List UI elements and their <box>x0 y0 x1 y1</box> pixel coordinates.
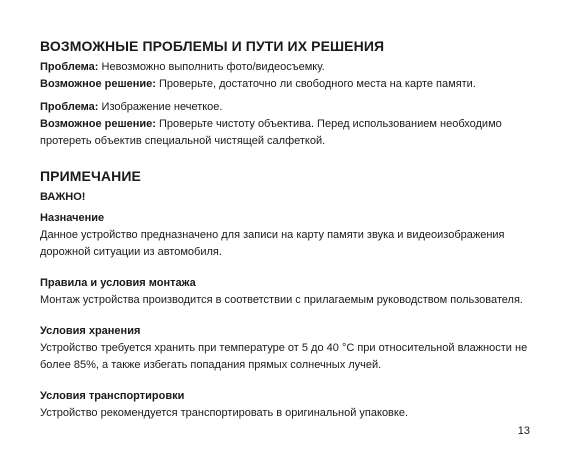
important-label: ВАЖНО! <box>40 191 86 203</box>
section-heading-storage: Условия хранения <box>40 325 141 337</box>
section-text-installation: Монтаж устройства производится в соответствии с прилагаемым руководством пользователя. <box>40 294 523 306</box>
troubleshooting-title: ВОЗМОЖНЫЕ ПРОБЛЕМЫ И ПУТИ ИХ РЕШЕНИЯ <box>40 38 385 54</box>
problem-1 <box>40 59 540 76</box>
section-text-storage: Устройство требуется хранить при температуре от 5 до 40 °С при относительной влажности не более 85%, а также избегать попадания прямых солнечных лучей. <box>40 342 528 371</box>
problem-2 <box>40 99 540 116</box>
note-title: ПРИМЕЧАНИЕ <box>40 168 141 184</box>
solution-label: Возможное решение: <box>40 78 156 90</box>
problem-label: Проблема: <box>40 101 99 113</box>
solution-label: Возможное решение: <box>40 118 156 130</box>
solution-1 <box>40 76 540 93</box>
section-heading-purpose: Назначение <box>40 212 105 224</box>
problem-label: Проблема: <box>40 61 99 73</box>
section-text-purpose: Данное устройство предназначено для записи на карту памяти звука и видеоизображения дорожной ситуации из автомобиля. <box>40 229 505 258</box>
section-heading-installation: Правила и условия монтажа <box>40 277 196 289</box>
solution-text: Проверьте, достаточно ли свободного места на карте памяти. <box>159 78 476 90</box>
solution-text: Проверьте чистоту объектива. Перед использованием необходимо протереть объектив специальной чистящей салфеткой. <box>40 118 502 147</box>
section-heading-transport: Условия транспортировки <box>40 390 185 402</box>
problem-text: Изображение нечеткое. <box>101 101 223 113</box>
solution-2 <box>40 116 540 150</box>
problem-text: Невозможно выполнить фото/видеосъемку. <box>101 61 325 73</box>
manual-page <box>40 37 540 422</box>
page-number: 13 <box>517 425 530 437</box>
section-text-transport: Устройство рекомендуется транспортировать в оригинальной упаковке. <box>40 407 409 419</box>
